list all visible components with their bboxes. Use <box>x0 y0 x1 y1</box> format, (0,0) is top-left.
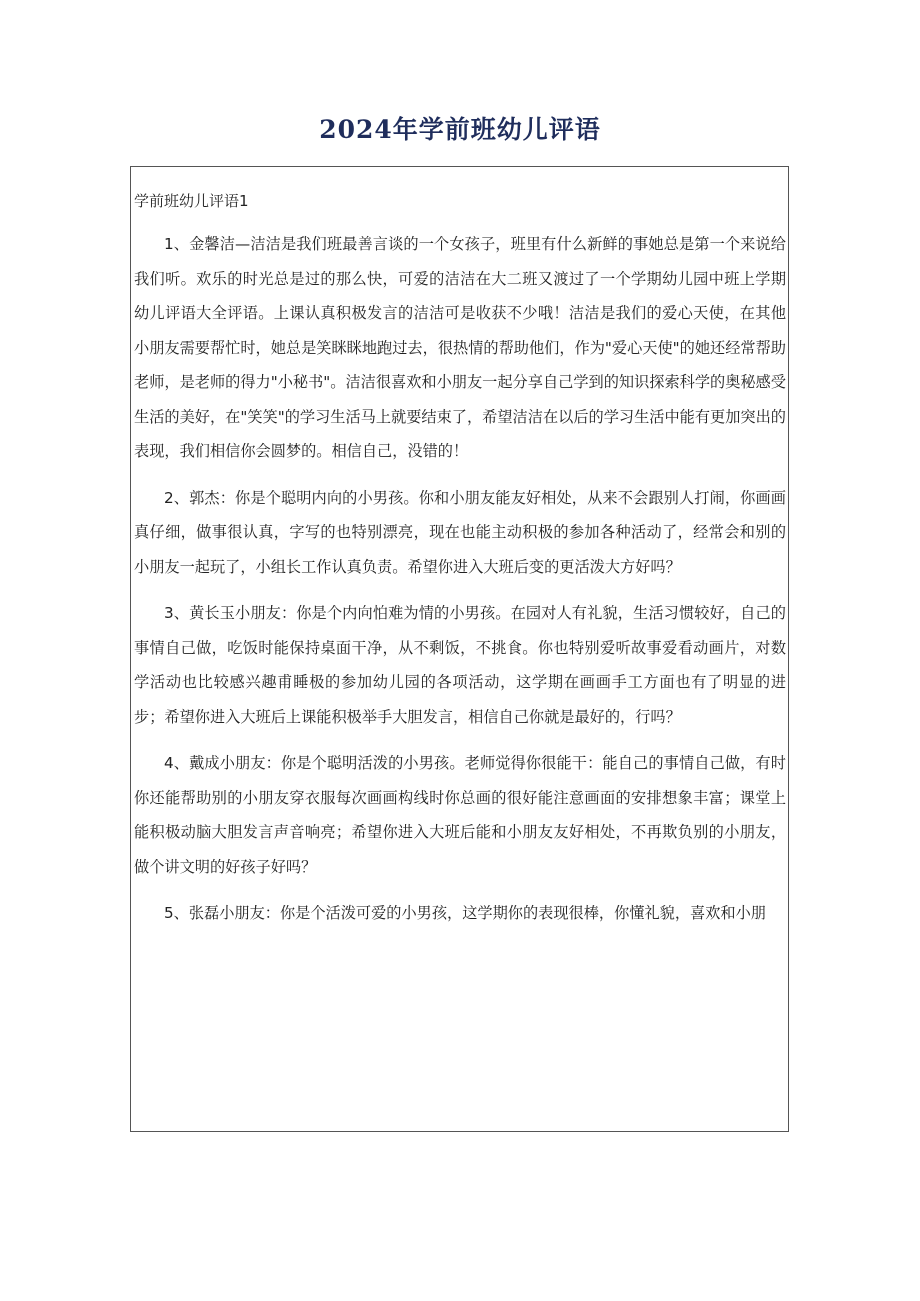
paragraph-1: 1、金馨洁—洁洁是我们班最善言谈的一个女孩子，班里有什么新鲜的事她总是第一个来说给我们听。欢乐的时光总是过的那么快，可爱的洁洁在大二班又渡过了一个学期幼儿园中班上学期幼儿评语大全评语。上课认真积极发言的洁洁可是收获不少哦！洁洁是我们的爱心天使，在其他小朋友需要帮忙时，她总是笑眯眯地跑过去，很热情的帮助他们，作为"爱心天使"的她还经常帮助老师，是老师的得力"小秘书"。洁洁很喜欢和小朋友一起分享自己学到的知识探索科学的奥秘感受生活的美好，在"笑笑"的学习生活马上就要结束了，希望洁洁在以后的学习生活中能有更加突出的表现，我们相信你会圆梦的。相信自己，没错的！ <box>134 235 786 460</box>
content-frame <box>130 166 789 1132</box>
paragraph-2: 2、郭杰：你是个聪明内向的小男孩。你和小朋友能友好相处，从来不会跟别人打闹，你画画真仔细，做事很认真，字写的也特别漂亮，现在也能主动积极的参加各种活动了，经常会和别的小朋友一起玩了，小组长工作认真负责。希望你进入大班后变的更活泼大方好吗？ <box>134 488 786 576</box>
paragraph-5: 5、张磊小朋友：你是个活泼可爱的小男孩，这学期你的表现很棒，你懂礼貌，喜欢和小朋 <box>164 904 766 922</box>
paragraph-3: 3、黄长玉小朋友：你是个内向怕难为情的小男孩。在园对人有礼貌，生活习惯较好，自己的事情自己做，吃饭时能保持桌面干净，从不剩饭，不挑食。你也特别爱听故事爱看动画片，对数学活动也比较感兴趣甫睡极的参加幼儿园的各项活动，这学期在画画手工方面也有了明显的进步；希望你进入大班后上课能积极举手大胆发言，相信自己你就是最好的，行吗？ <box>134 604 786 726</box>
paragraph-4: 4、戴成小朋友：你是个聪明活泼的小男孩。老师觉得你很能干：能自己的事情自己做，有时你还能帮助别的小朋友穿衣服每次画画构线时你总画的很好能注意画面的安排想象丰富；课堂上能积极动脑大胆发言声音响亮；希望你进入大班后能和小朋友友好相处，不再欺负别的小朋友，做个讲文明的好孩子好吗？ <box>134 754 786 876</box>
document-body <box>134 189 786 943</box>
document-title: 2024年学前班幼儿评语 <box>319 115 601 144</box>
section-heading: 学前班幼儿评语1 <box>134 192 249 210</box>
